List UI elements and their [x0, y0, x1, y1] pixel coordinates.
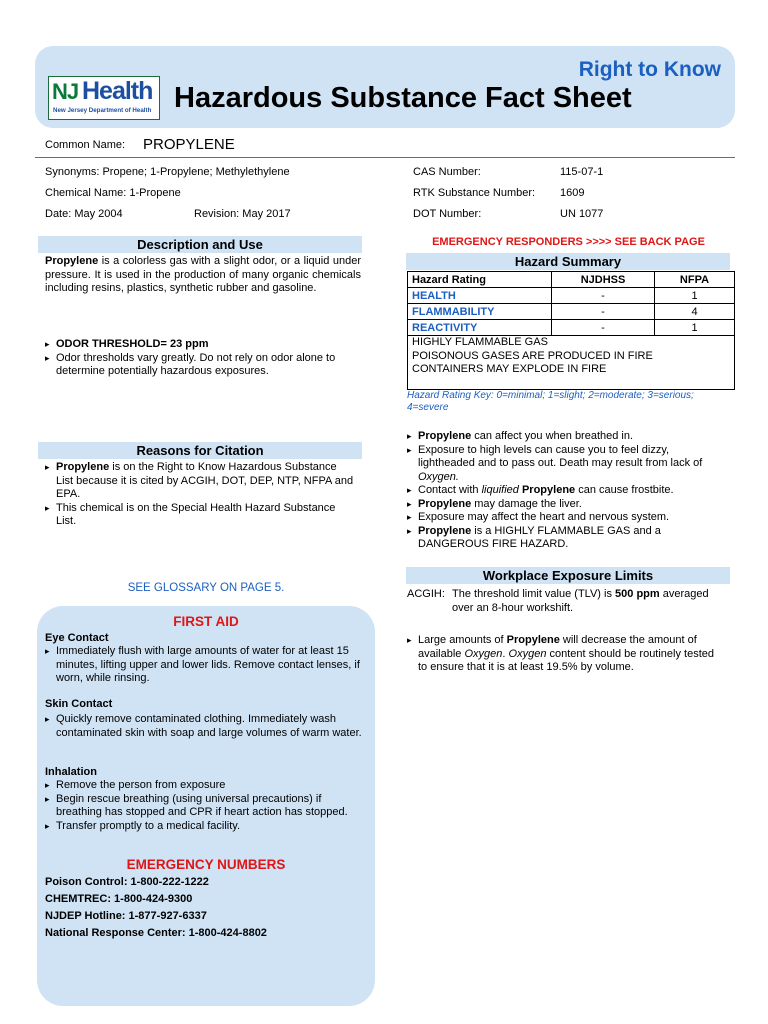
logo-health-text: Health	[82, 77, 153, 105]
skin-contact-heading: Skin Contact	[45, 698, 113, 710]
health-effect-item	[407, 444, 725, 485]
citation-item-text: is on the Right to Know Hazardous Substance List because it is cited by ACGIH, DOT, DEP, NTP, NFPA and EPA.	[56, 461, 354, 500]
exposure-limits-heading: Workplace Exposure Limits	[406, 567, 730, 584]
health-effect-oxygen: Oxygen.	[418, 470, 459, 483]
hazard-note: HIGHLY FLAMMABLE GAS	[412, 336, 548, 348]
description-heading: Description and Use	[38, 236, 362, 253]
description-substance: Propylene	[45, 255, 99, 267]
health-effects-list	[407, 430, 725, 552]
hazard-reactivity-nfpa: 1	[655, 320, 735, 336]
health-effect-item	[407, 498, 725, 512]
odor-threshold	[45, 338, 361, 352]
health-effect-substance: Propylene	[418, 430, 472, 442]
inhalation-item: ▸ Begin rescue breathing (using universal precautions) if breathing has stopped and CPR if heart action has stopped.	[45, 793, 363, 820]
table-row	[408, 304, 735, 320]
common-name-value: PROPYLENE	[143, 136, 235, 153]
health-effect-substance: Propylene	[521, 484, 576, 496]
health-effect-item	[407, 430, 725, 444]
hazard-col-rating: Hazard Rating	[408, 272, 552, 288]
citation-list	[45, 461, 355, 529]
health-effect-text: can affect you when breathed in.	[471, 430, 634, 442]
exposure-note-oxygen: Oxygen	[464, 647, 503, 660]
exposure-note-substance: Propylene	[506, 634, 560, 646]
health-effect-substance: Propylene	[418, 497, 472, 510]
table-row	[408, 320, 735, 336]
hazard-flammability-njdhss: -	[552, 304, 655, 320]
health-effect-substance: Propylene	[418, 524, 472, 537]
exposure-note-list	[407, 634, 717, 675]
dot-label: DOT Number:	[413, 208, 482, 220]
glossary-link[interactable]: SEE GLOSSARY ON PAGE 5.	[127, 582, 285, 594]
exposure-note-text: .	[502, 647, 509, 660]
hazard-flammability-label: FLAMMABILITY	[408, 304, 552, 320]
hazard-flammability-nfpa: 4	[655, 304, 735, 320]
hazard-health-label: HEALTH	[408, 288, 552, 304]
acgih-text: The threshold limit value (TLV) is	[452, 588, 616, 600]
hazard-health-njdhss: -	[552, 288, 655, 304]
cas-label: CAS Number:	[413, 166, 481, 178]
description-text	[45, 255, 361, 296]
table-row	[408, 336, 735, 390]
odor-list	[45, 338, 361, 379]
hazard-notes	[408, 336, 735, 390]
inhalation-item: ▸ Remove the person from exposure	[45, 779, 363, 793]
skin-contact-list	[45, 713, 363, 740]
inhalation-heading: Inhalation	[45, 766, 97, 778]
logo-subtitle: New Jersey Department of Health	[53, 107, 152, 114]
hazard-col-nfpa: NFPA	[655, 272, 735, 288]
exposure-note-text: Large amounts of	[418, 634, 507, 646]
skin-contact-item: ▸ Quickly remove contaminated clothing. Immediately wash contaminated skin with soap and large volumes of warm water.	[45, 713, 363, 740]
inhalation-list	[45, 779, 363, 833]
hazard-reactivity-label: REACTIVITY	[408, 320, 552, 336]
acgih-text: over an 8-hour workshift.	[452, 601, 574, 614]
national-response-center-number: National Response Center: 1-800-424-8802	[45, 927, 267, 939]
acgih-limit	[452, 588, 732, 615]
health-effect-text: may damage the liver.	[471, 497, 582, 510]
emergency-numbers-title: EMERGENCY NUMBERS	[126, 857, 286, 872]
health-effect-text: Exposure to high levels can cause you to feel dizzy, lightheaded and to pass out. Death may result from lack of	[418, 443, 703, 469]
poison-control-number: Poison Control: 1-800-222-1222	[45, 876, 209, 888]
hazard-col-njdhss: NJDHSS	[552, 272, 655, 288]
dot-value: UN 1077	[560, 208, 604, 220]
exposure-note-text: content should be routinely tested to ensure that it is at least 19.5% by volume.	[418, 647, 715, 673]
hazard-table-header	[408, 272, 735, 288]
emergency-responders-notice: EMERGENCY RESPONDERS >>>> SEE BACK PAGE	[432, 236, 705, 248]
synonyms: Synonyms: Propene; 1-Propylene; Methylethylene	[45, 166, 290, 178]
citation-item	[45, 461, 355, 502]
health-effect-text: Contact with	[418, 484, 482, 496]
citation-item: ▸ This chemical is on the Special Health Hazard Substance List.	[45, 502, 355, 529]
hazard-summary-heading: Hazard Summary	[406, 253, 730, 270]
health-effect-text: is a HIGHLY FLAMMABLE GAS and a DANGEROUS FIRE HAZARD.	[418, 524, 661, 550]
chemtrec-number: CHEMTREC: 1-800-424-9300	[45, 893, 193, 905]
exposure-note	[407, 634, 717, 675]
health-effect-item	[407, 525, 725, 552]
exposure-note-text: will decrease the amount of available	[418, 634, 697, 660]
cas-value: 115-07-1	[560, 166, 604, 178]
rtk-value: 1609	[560, 187, 585, 199]
description-body: is a colorless gas with a slight odor, or a liquid under pressure. It is used in the production of many organic chemicals including resins, plastics, synthetic rubber and gasoline.	[45, 255, 361, 294]
inhalation-item: ▸ Transfer promptly to a medical facility.	[45, 820, 363, 834]
first-aid-title: FIRST AID	[173, 614, 239, 629]
acgih-text: averaged	[659, 588, 709, 600]
odor-threshold-text: ODOR THRESHOLD= 23 ppm	[56, 338, 209, 350]
hazard-health-nfpa: 1	[655, 288, 735, 304]
hazard-reactivity-njdhss: -	[552, 320, 655, 336]
eye-contact-list	[45, 645, 363, 686]
rtk-label: RTK Substance Number:	[413, 187, 536, 199]
revision-date: Revision: May 2017	[194, 208, 291, 220]
logo-nj-text: NJ	[52, 79, 79, 104]
common-name-label: Common Name:	[45, 139, 126, 151]
health-effect-text: can cause frostbite.	[575, 484, 674, 496]
right-to-know-heading: Right to Know	[578, 58, 721, 81]
health-effect-item	[407, 484, 725, 498]
odor-note: ▸ Odor thresholds vary greatly. Do not rely on odor alone to determine potentially hazardous exposures.	[45, 352, 361, 379]
table-row	[408, 288, 735, 304]
njdep-hotline-number: NJDEP Hotline: 1-877-927-6337	[45, 910, 207, 922]
nj-health-logo	[48, 76, 160, 120]
hazard-table	[407, 271, 735, 390]
citation-heading: Reasons for Citation	[38, 442, 362, 459]
chemical-name: Chemical Name: 1-Propene	[45, 187, 181, 199]
health-effect-item: ▸ Exposure may affect the heart and nervous system.	[407, 511, 725, 525]
hazard-note: POISONOUS GASES ARE PRODUCED IN FIRE	[412, 349, 653, 362]
eye-contact-item: ▸ Immediately flush with large amounts of water for at least 15 minutes, lifting upper and lower lids. Remove contact lenses, if worn, while rinsing.	[45, 645, 363, 686]
acgih-label: ACGIH:	[407, 588, 445, 600]
hazard-note: CONTAINERS MAY EXPLODE IN FIRE	[412, 363, 607, 375]
exposure-note-oxygen: Oxygen	[508, 647, 547, 660]
eye-contact-heading: Eye Contact	[45, 632, 109, 644]
citation-substance: Propylene	[56, 461, 110, 473]
acgih-value: 500 ppm	[615, 588, 660, 600]
date: Date: May 2004	[45, 208, 123, 220]
divider-line	[35, 157, 735, 158]
health-effect-liquified: liquified	[481, 484, 519, 496]
page-title: Hazardous Substance Fact Sheet	[174, 82, 632, 114]
hazard-rating-key: Hazard Rating Key: 0=minimal; 1=slight; 2=moderate; 3=serious; 4=severe	[407, 390, 694, 413]
